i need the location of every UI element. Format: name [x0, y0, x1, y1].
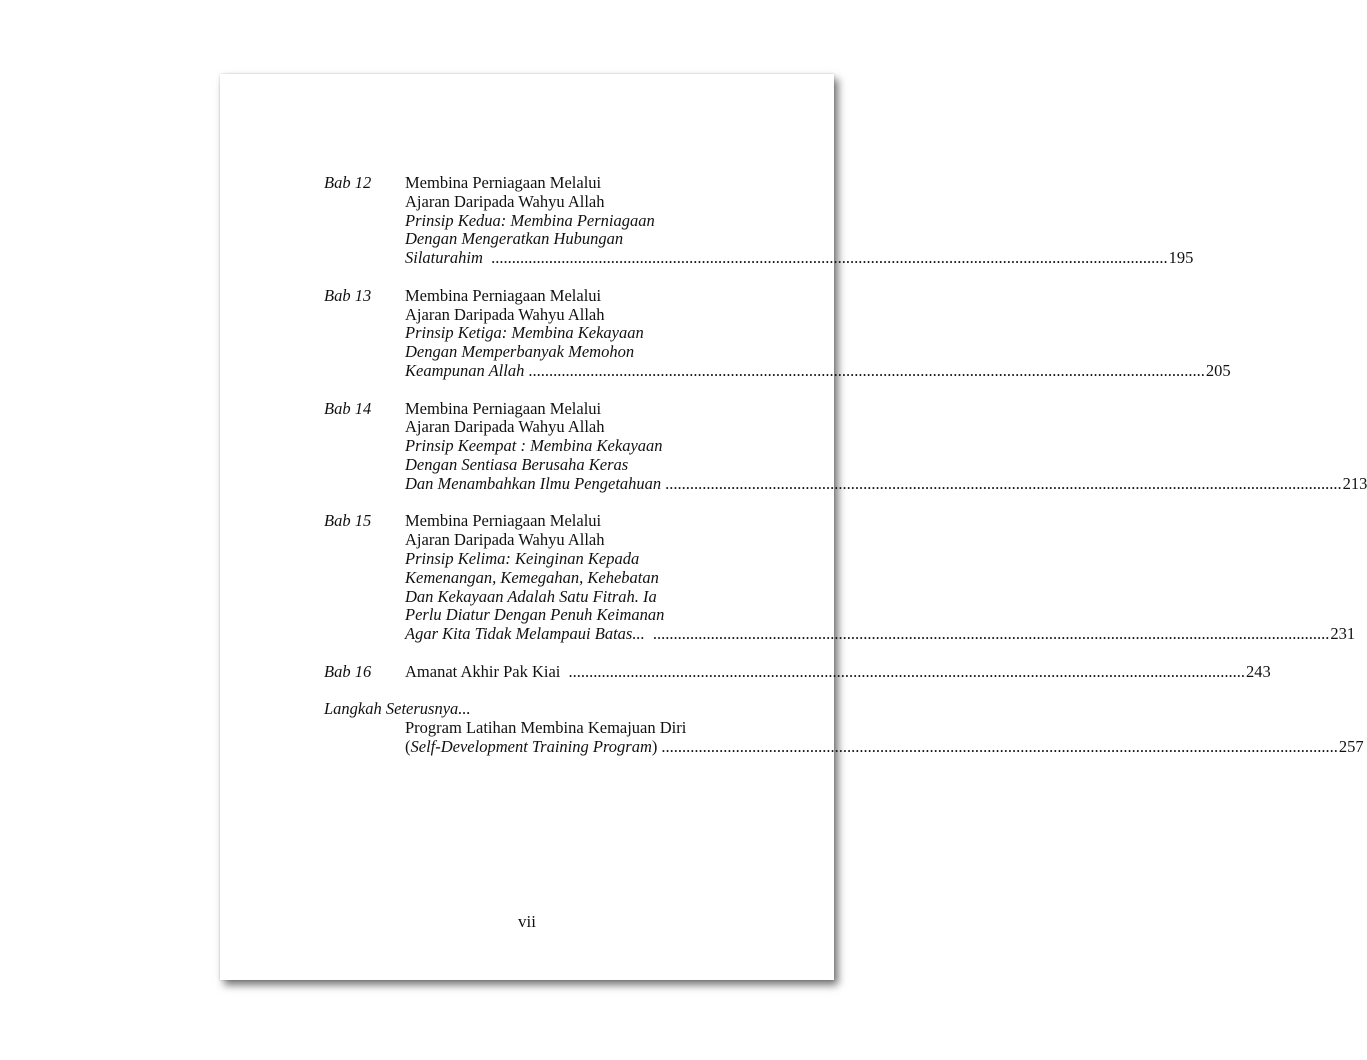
- chapter-title: [405, 661, 1271, 682]
- subtitle-line: Dan Menambahkan Ilmu Pengetahuan: [405, 473, 662, 493]
- page-reference: 195: [1168, 248, 1194, 268]
- chapter-title: [405, 398, 1367, 494]
- dot-leader: ....................................................................................................................................................................: [564, 661, 1245, 681]
- subtitle-line: Kemenangan, Kemegahan, Kehebatan: [405, 567, 659, 587]
- chapter-label: Bab 15: [324, 511, 372, 531]
- section-body: [324, 718, 1364, 757]
- toc-entry-bab-13: [324, 285, 1231, 381]
- page-reference: 213: [1342, 473, 1367, 493]
- subtitle-line: [405, 738, 657, 757]
- section-heading: Langkah Seterusnya...: [324, 699, 471, 719]
- toc-entry-bab-12: [324, 173, 1194, 268]
- leader-line: [405, 736, 1364, 757]
- chapter-title: [405, 173, 1194, 268]
- title-line: Ajaran Daripada Wahyu Allah: [405, 417, 605, 437]
- page-number: vii: [518, 912, 536, 931]
- title-line: Amanat Akhir Pak Kiai: [405, 661, 561, 681]
- toc-entry-bab-15: [324, 511, 1356, 644]
- page-reference: 231: [1330, 624, 1356, 644]
- subtitle-line: Dengan Memperbanyak Memohon: [405, 342, 635, 362]
- chapter-label: Bab 16: [324, 661, 372, 681]
- dot-leader: ....................................................................................................................................................................: [661, 736, 1338, 756]
- title-line: Membina Perniagaan Melalui: [405, 173, 602, 192]
- subtitle-line: Prinsip Keempat : Membina Kekayaan: [405, 436, 663, 456]
- leader-line: [405, 360, 1231, 381]
- toc-entry-next-steps: [324, 699, 1364, 756]
- toc-entry-bab-14: [324, 398, 1367, 494]
- table-of-contents: [324, 173, 1367, 757]
- leader-line: [405, 248, 1194, 268]
- chapter-title: [405, 285, 1231, 381]
- title-line: Ajaran Daripada Wahyu Allah: [405, 530, 605, 550]
- chapter-label: Bab 13: [324, 285, 372, 305]
- paren-close: ): [651, 736, 658, 756]
- dot-leader: ....................................................................................................................................................................: [528, 360, 1205, 380]
- subtitle-line: Dan Kekayaan Adalah Satu Fitrah. Ia: [405, 586, 657, 606]
- subtitle-line: Dengan Sentiasa Berusaha Keras: [405, 454, 629, 474]
- title-line: Ajaran Daripada Wahyu Allah: [405, 191, 605, 211]
- chapter-label: Bab 14: [324, 398, 372, 418]
- dot-leader: ....................................................................................................................................................................: [486, 248, 1168, 268]
- title-line: Membina Perniagaan Melalui: [405, 511, 602, 531]
- subtitle-line: Keampunan Allah: [405, 360, 525, 380]
- subtitle-line: Prinsip Kelima: Keinginan Kepada: [405, 548, 640, 568]
- book-page: [220, 74, 1367, 980]
- dot-leader: ....................................................................................................................................................................: [648, 624, 1330, 644]
- paren-open: (: [405, 736, 411, 756]
- subtitle-line: Agar Kita Tidak Melampaui Batas...: [405, 624, 645, 644]
- page-reference: 205: [1205, 360, 1231, 380]
- subtitle-line: Silaturahim: [405, 248, 483, 268]
- leader-line: [405, 624, 1356, 644]
- leader-line: [405, 661, 1271, 682]
- subtitle-line: Prinsip Ketiga: Membina Kekayaan: [405, 323, 644, 343]
- toc-entry-bab-16: [324, 661, 1271, 682]
- title-line: Ajaran Daripada Wahyu Allah: [405, 304, 605, 324]
- subtitle-line: Prinsip Kedua: Membina Perniagaan: [405, 210, 655, 230]
- subtitle-line: Perlu Diatur Dengan Penuh Keimanan: [405, 605, 665, 625]
- leader-line: [405, 473, 1367, 494]
- page-reference: 257: [1338, 736, 1364, 756]
- subtitle-line: Dengan Mengeratkan Hubungan: [405, 229, 624, 249]
- title-line: Membina Perniagaan Melalui: [405, 398, 602, 418]
- title-line: Membina Perniagaan Melalui: [405, 285, 602, 305]
- chapter-title: [405, 511, 1356, 644]
- chapter-label: Bab 12: [324, 173, 372, 192]
- page-reference: 243: [1245, 661, 1271, 681]
- title-line: Program Latihan Membina Kemajuan Diri: [405, 718, 687, 738]
- subtitle-italic: Self-Development Training Program: [410, 736, 652, 756]
- dot-leader: ....................................................................................................................................................................: [665, 473, 1342, 493]
